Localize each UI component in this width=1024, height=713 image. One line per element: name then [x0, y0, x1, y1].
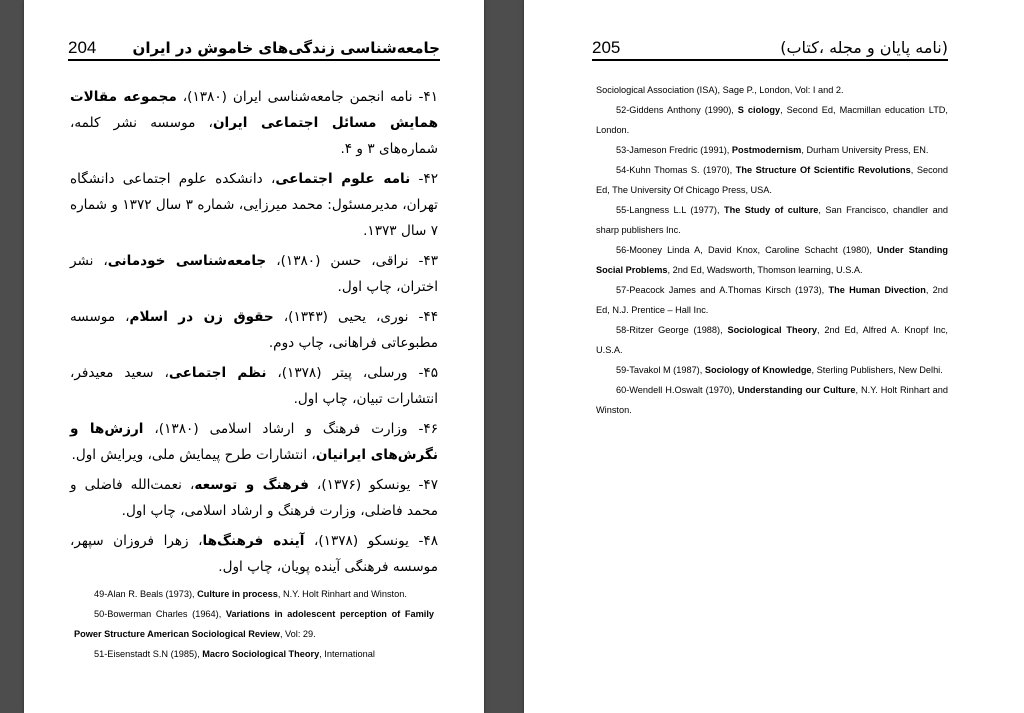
reference-title: حقوق زن در اسلام: [129, 309, 274, 325]
reference-entry: ۴۵- ورسلی، پیتر (۱۳۷۸)، نظم اجتماعی، سعید معیدفر، انتشارات تبیان، چاپ اول.: [70, 365, 438, 407]
reference-title: ارزش‌ها و نگرش‌های ایرانیان: [70, 421, 438, 463]
left-page: [24, 0, 484, 713]
reference-entry: ۴۱- نامه انجمن جامعه‌شناسی ایران (۱۳۸۰)، مجموعه مقالات همایش مسائل اجتماعی ایران، موسسه نشر کلمه، شماره‌های ۳ و ۴.: [70, 89, 438, 157]
reference-title: The Structure Of Scientific Revolutions: [735, 165, 911, 175]
reference-title: The Study of culture: [723, 205, 819, 215]
reference-title: Under Standing Social Problems: [596, 245, 948, 275]
page-number: 205: [592, 38, 621, 57]
reference-entry: 55-Langness L.L (1977), The Study of culture, San Francisco, chandler and sharp publishers Inc.: [596, 205, 948, 235]
reference-title: Sociology of Knowledge: [704, 365, 812, 375]
reference-entry: 58-Ritzer George (1988), Sociological Theory, 2nd Ed, Alfred A. Knopf Inc, U.S.A.: [596, 325, 948, 355]
reference-entry: 60-Wendell H.Oswalt (1970), Understanding our Culture, N.Y. Holt Rinhart and Winston.: [596, 385, 948, 415]
reference-entry: ۴۴- نوری، یحیی (۱۳۴۳)، حقوق زن در اسلام، موسسه مطبوعاتی فراهانی، چاپ دوم.: [70, 309, 439, 351]
reference-entry: ۴۶- وزارت فرهنگ و ارشاد اسلامی (۱۳۸۰)، ارزش‌ها و نگرش‌های ایرانیان، انتشارات طرح پیمایش ملی، ویرایش اول.: [70, 421, 438, 463]
reference-title: The Human Divection: [828, 285, 926, 295]
reference-entry: ۴۸- یونسکو (۱۳۷۸)، آینده فرهنگ‌ها، زهرا فروزان سپهر، موسسه فرهنگی آینده پویان، چاپ اول.: [70, 533, 438, 575]
english-references: [74, 584, 434, 664]
reference-title: Variations in adolescent perception of Family Power Structure American Sociological Review: [74, 609, 434, 639]
reference-title: S ciology: [737, 105, 781, 115]
reference-title: Sociological Theory: [727, 325, 817, 335]
english-references: [596, 80, 948, 420]
persian-references: [70, 84, 438, 584]
reference-title: نظم اجتماعی: [168, 365, 267, 381]
right-page: [524, 0, 1024, 713]
reference-entry: 49-Alan R. Beals (1973), Culture in process, N.Y. Holt Rinhart and Winston.: [94, 589, 407, 599]
reference-entry: ۴۳- نراقی، حسن (۱۳۸۰)، جامعه‌شناسی خودمانی، نشر اختران، چاپ اول.: [70, 253, 438, 295]
reference-title: Postmodernism: [731, 145, 802, 155]
reference-entry: 54-Kuhn Thomas S. (1970), The Structure Of Scientific Revolutions, Second Ed, The University Of Chicago Press, USA.: [596, 165, 949, 195]
reference-entry: 53-Jameson Fredric (1991), Postmodernism, Durham University Press, EN.: [616, 145, 929, 155]
running-title: جامعه‌شناسی زندگی‌های خاموش در ایران: [132, 39, 440, 57]
reference-title: Macro Sociological Theory: [202, 649, 320, 659]
reference-title: مجموعه مقالات همایش مسائل اجتماعی ایران: [70, 89, 438, 131]
reference-entry: 57-Peacock James and A.Thomas Kirsch (1973), The Human Divection, 2nd Ed, N.J. Prentice – Hall Inc.: [596, 285, 949, 315]
page-number: 204: [68, 38, 97, 57]
reference-entry: 56-Mooney Linda A, David Knox, Caroline Schacht (1980), Under Standing Social Problems, 2nd Ed, Wadsworth, Thomson learning, U.S.A.: [596, 245, 948, 275]
right-page-header: [592, 33, 948, 61]
reference-title: جامعه‌شناسی خودمانی: [107, 253, 267, 269]
reference-entry: ۴۷- یونسکو (۱۳۷۶)، فرهنگ و توسعه، نعمت‌الله فاضلی و محمد فاضلی، وزارت فرهنگ و ارشاد اسلامی، چاپ اول.: [70, 477, 439, 519]
reference-entry: 50-Bowerman Charles (1964), Variations in adolescent perception of Family Power Structure American Sociological Review, Vol: 29.: [74, 609, 434, 639]
left-page-header: [68, 33, 440, 61]
reference-title: نامه علوم اجتماعی: [275, 171, 411, 187]
reference-entry: 52-Giddens Anthony (1990), S ciology, Second Ed, Macmillan education LTD, London.: [596, 105, 948, 135]
reference-title: فرهنگ و توسعه: [194, 477, 309, 493]
reference-entry: 59-Tavakol M (1987), Sociology of Knowledge, Sterling Publishers, New Delhi.: [616, 365, 943, 375]
running-title: (نامه پایان و مجله ،کتاب): [780, 38, 948, 57]
reference-continuation: Sociological Association (ISA), Sage P., London, Vol: I and 2.: [596, 85, 844, 95]
reference-title: Understanding our Culture: [737, 385, 856, 395]
reference-title: آینده فرهنگ‌ها: [202, 533, 305, 549]
reference-title: Culture in process: [197, 589, 278, 599]
reference-entry: 51-Eisenstadt S.N (1985), Macro Sociological Theory, International: [94, 649, 375, 659]
reference-entry: ۴۲- نامه علوم اجتماعی، دانشکده علوم اجتماعی دانشگاه تهران، مدیرمسئول: محمد میرزایی، شماره ۳ سال ۱۳۷۲ و شماره ۷ سال ۱۳۷۳.: [70, 171, 439, 239]
